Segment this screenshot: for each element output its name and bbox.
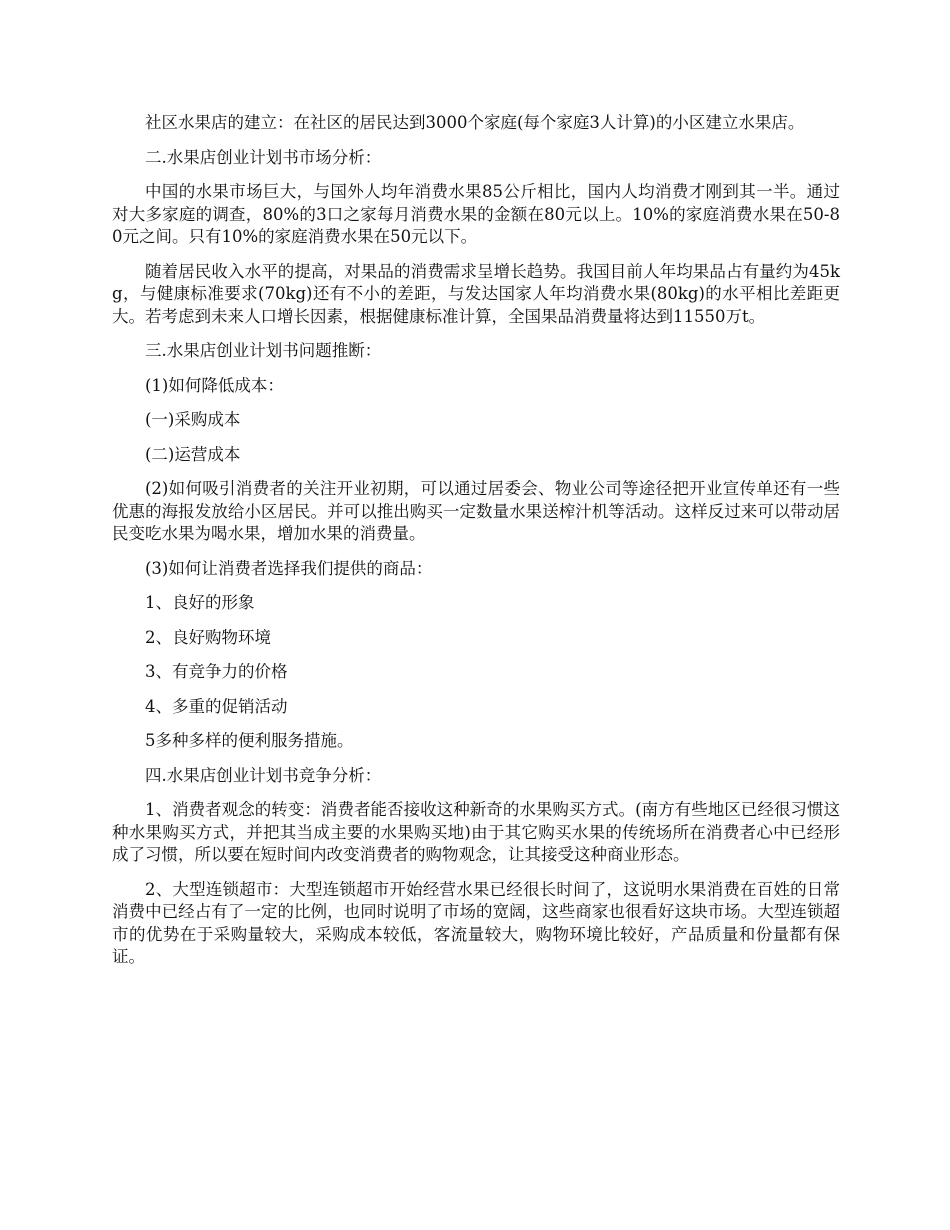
heading-competition-analysis: 四.水果店创业计划书竞争分析： bbox=[145, 765, 382, 785]
document-body bbox=[112, 112, 840, 981]
heading-market-analysis: 二.水果店创业计划书市场分析： bbox=[145, 147, 382, 167]
list-item-shopping-environment: 2、良好购物环境 bbox=[145, 627, 271, 647]
list-item-operating-cost: (二)运营成本 bbox=[145, 444, 241, 464]
paragraph-market-size: 中国的水果市场巨大，与国外人均年消费水果85公斤相比，国内人均消费才刚到其一半。通过对大多家庭的调查，80%的3口之家每月消费水果的金额在80元以上。10%的家庭消费水果在50-80元之间。只有10%的家庭消费水果在50元以下。 bbox=[112, 182, 840, 246]
paragraph-attract-consumers: (2)如何吸引消费者的关注开业初期，可以通过居委会、物业公司等途径把开业宣传单还有一些优惠的海报发放给小区居民。并可以推出购买一定数量水果送榨汁机等活动。这样反过来可以带动居民变吃水果为喝水果，增加水果的消费量。 bbox=[112, 479, 840, 543]
paragraph-chain-supermarkets: 2、大型连锁超市：大型连锁超市开始经营水果已经很长时间了，这说明水果消费在百姓的日常消费中已经占有了一定的比例，也同时说明了市场的宽阔，这些商家也很看好这块市场。大型连锁超市的优势在于采购量较大，采购成本较低，客流量较大，购物环境比较好，产品质量和份量都有保证。 bbox=[112, 879, 840, 966]
list-item-reduce-cost: (1)如何降低成本： bbox=[145, 375, 284, 395]
paragraph-community-store: 社区水果店的建立：在社区的居民达到3000个家庭(每个家庭3人计算)的小区建立水果店。 bbox=[145, 113, 805, 132]
paragraph-consumption-trend: 随着居民收入水平的提高，对果品的消费需求呈增长趋势。我国目前人年均果品占有量约为45kg，与健康标准要求(70kg)还有不小的差距，与发达国家人年均消费水果(80kg)的水平相比差距更大。若考虑到未来人口增长因素，根据健康标准计算，全国果品消费量将达到11550万t。 bbox=[112, 261, 840, 326]
paragraph-consumer-mindset: 1、消费者观念的转变：消费者能否接收这种新奇的水果购买方式。(南方有些地区已经很习惯这种水果购买方式，并把其当成主要的水果购买地)由于其它购买水果的传统场所在消费者心中已经形成了习惯，所以要在短时间内改变消费者的购物观念，让其接受这种商业形态。 bbox=[112, 800, 840, 864]
list-item-promotions: 4、多重的促销活动 bbox=[145, 696, 288, 716]
heading-problem-analysis: 三.水果店创业计划书问题推断： bbox=[145, 341, 382, 360]
list-item-competitive-price: 3、有竞争力的价格 bbox=[145, 662, 288, 681]
list-item-convenience-services: 5多种多样的便利服务措施。 bbox=[145, 731, 354, 750]
list-item-good-image: 1、良好的形象 bbox=[145, 593, 255, 612]
list-item-purchase-cost: (一)采购成本 bbox=[145, 410, 241, 429]
list-item-choose-products: (3)如何让消费者选择我们提供的商品： bbox=[145, 558, 433, 578]
